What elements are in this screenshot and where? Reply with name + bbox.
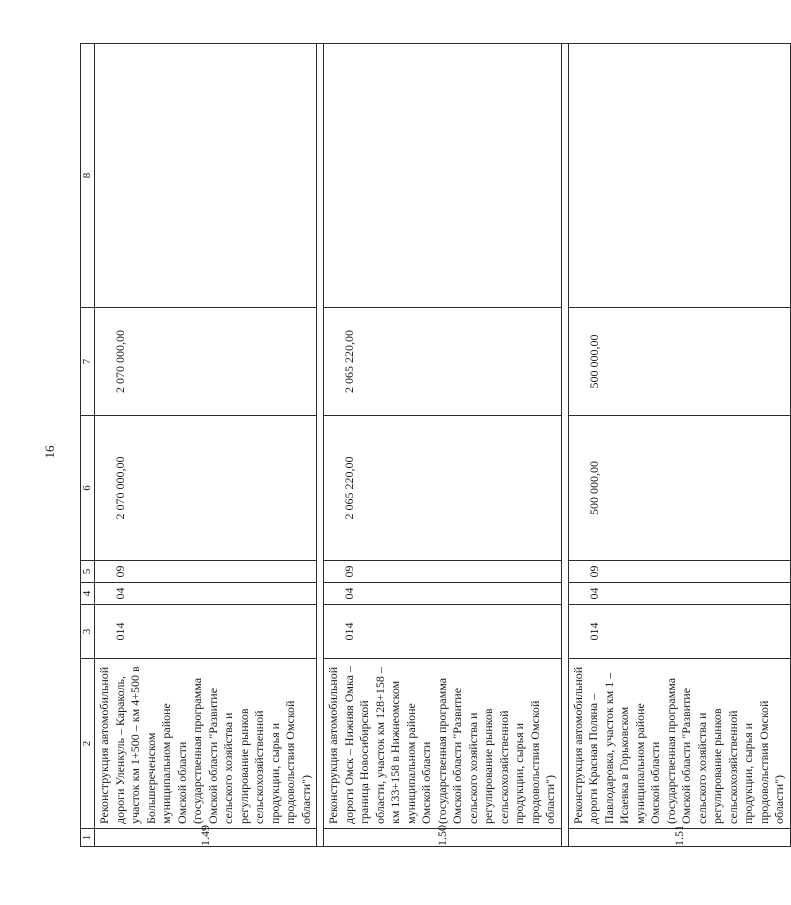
- row-number: 1.50: [324, 829, 562, 847]
- row-amount-8: [568, 44, 790, 308]
- table-row: [95, 44, 317, 847]
- row-code-4: 04: [324, 583, 562, 605]
- budget-table-rotated: [80, 44, 786, 847]
- column-header-3: 3: [81, 605, 95, 659]
- column-header-7: 7: [81, 308, 95, 416]
- table-row: [324, 44, 562, 847]
- column-header-5: 5: [81, 561, 95, 583]
- header-row: [81, 44, 95, 847]
- row-description: Реконструкция автомобильной дороги Уленкуль – Караколь, участок км 1+500 – км 4+500 в Большереченском муниципальном районе Омской области (государственная программа Омской области "Развитие сельского хозяйства и регулирование рынков сельскохозяйственной продукции, сырья и продовольствия Омской области"): [95, 659, 317, 829]
- row-code-3: 014: [95, 605, 317, 659]
- row-spacer: [317, 44, 324, 847]
- column-header-6: 6: [81, 416, 95, 561]
- row-description: Реконструкция автомобильной дороги Омск – Нижняя Омка – граница Новосибирской области, участок км 128+158 – км 133+158 в Нижнеомском муниципальном районе Омской области (государственная программа Омской области "Развитие сельского хозяйства и регулирование рынков сельскохозяйственной продукции, сырья и продовольствия Омской области"): [324, 659, 562, 829]
- row-code-3: 014: [568, 605, 790, 659]
- row-spacer: [561, 44, 568, 847]
- row-amount-7: 500 000,00: [568, 308, 790, 416]
- row-amount-7: 2 065 220,00: [324, 308, 562, 416]
- row-code-4: 04: [95, 583, 317, 605]
- row-number: 1.49: [95, 829, 317, 847]
- column-header-2: 2: [81, 659, 95, 829]
- row-description: Реконструкция автомобильной дороги Красная Поляна – Павлодаровка, участок км 1 – Исаевка в Горьковском муниципальном районе Омской области (государственная программа Омской области "Развитие сельского хозяйства и регулирование рынков сельскохозяйственной продукции, сырья и продовольствия Омской области"): [568, 659, 790, 829]
- row-code-5: 09: [95, 561, 317, 583]
- row-amount-6: 2 070 000,00: [95, 416, 317, 561]
- row-code-3: 014: [324, 605, 562, 659]
- row-code-5: 09: [568, 561, 790, 583]
- row-code-4: 04: [568, 583, 790, 605]
- column-header-8: 8: [81, 44, 95, 308]
- budget-table: [80, 43, 791, 847]
- page-number: 16: [42, 445, 57, 459]
- row-number: 1.51: [568, 829, 790, 847]
- row-amount-6: 500 000,00: [568, 416, 790, 561]
- column-header-4: 4: [81, 583, 95, 605]
- row-code-5: 09: [324, 561, 562, 583]
- column-header-1: 1: [81, 829, 95, 847]
- row-amount-8: [95, 44, 317, 308]
- row-amount-8: [324, 44, 562, 308]
- table-row: [568, 44, 790, 847]
- row-amount-7: 2 070 000,00: [95, 308, 317, 416]
- row-amount-6: 2 065 220,00: [324, 416, 562, 561]
